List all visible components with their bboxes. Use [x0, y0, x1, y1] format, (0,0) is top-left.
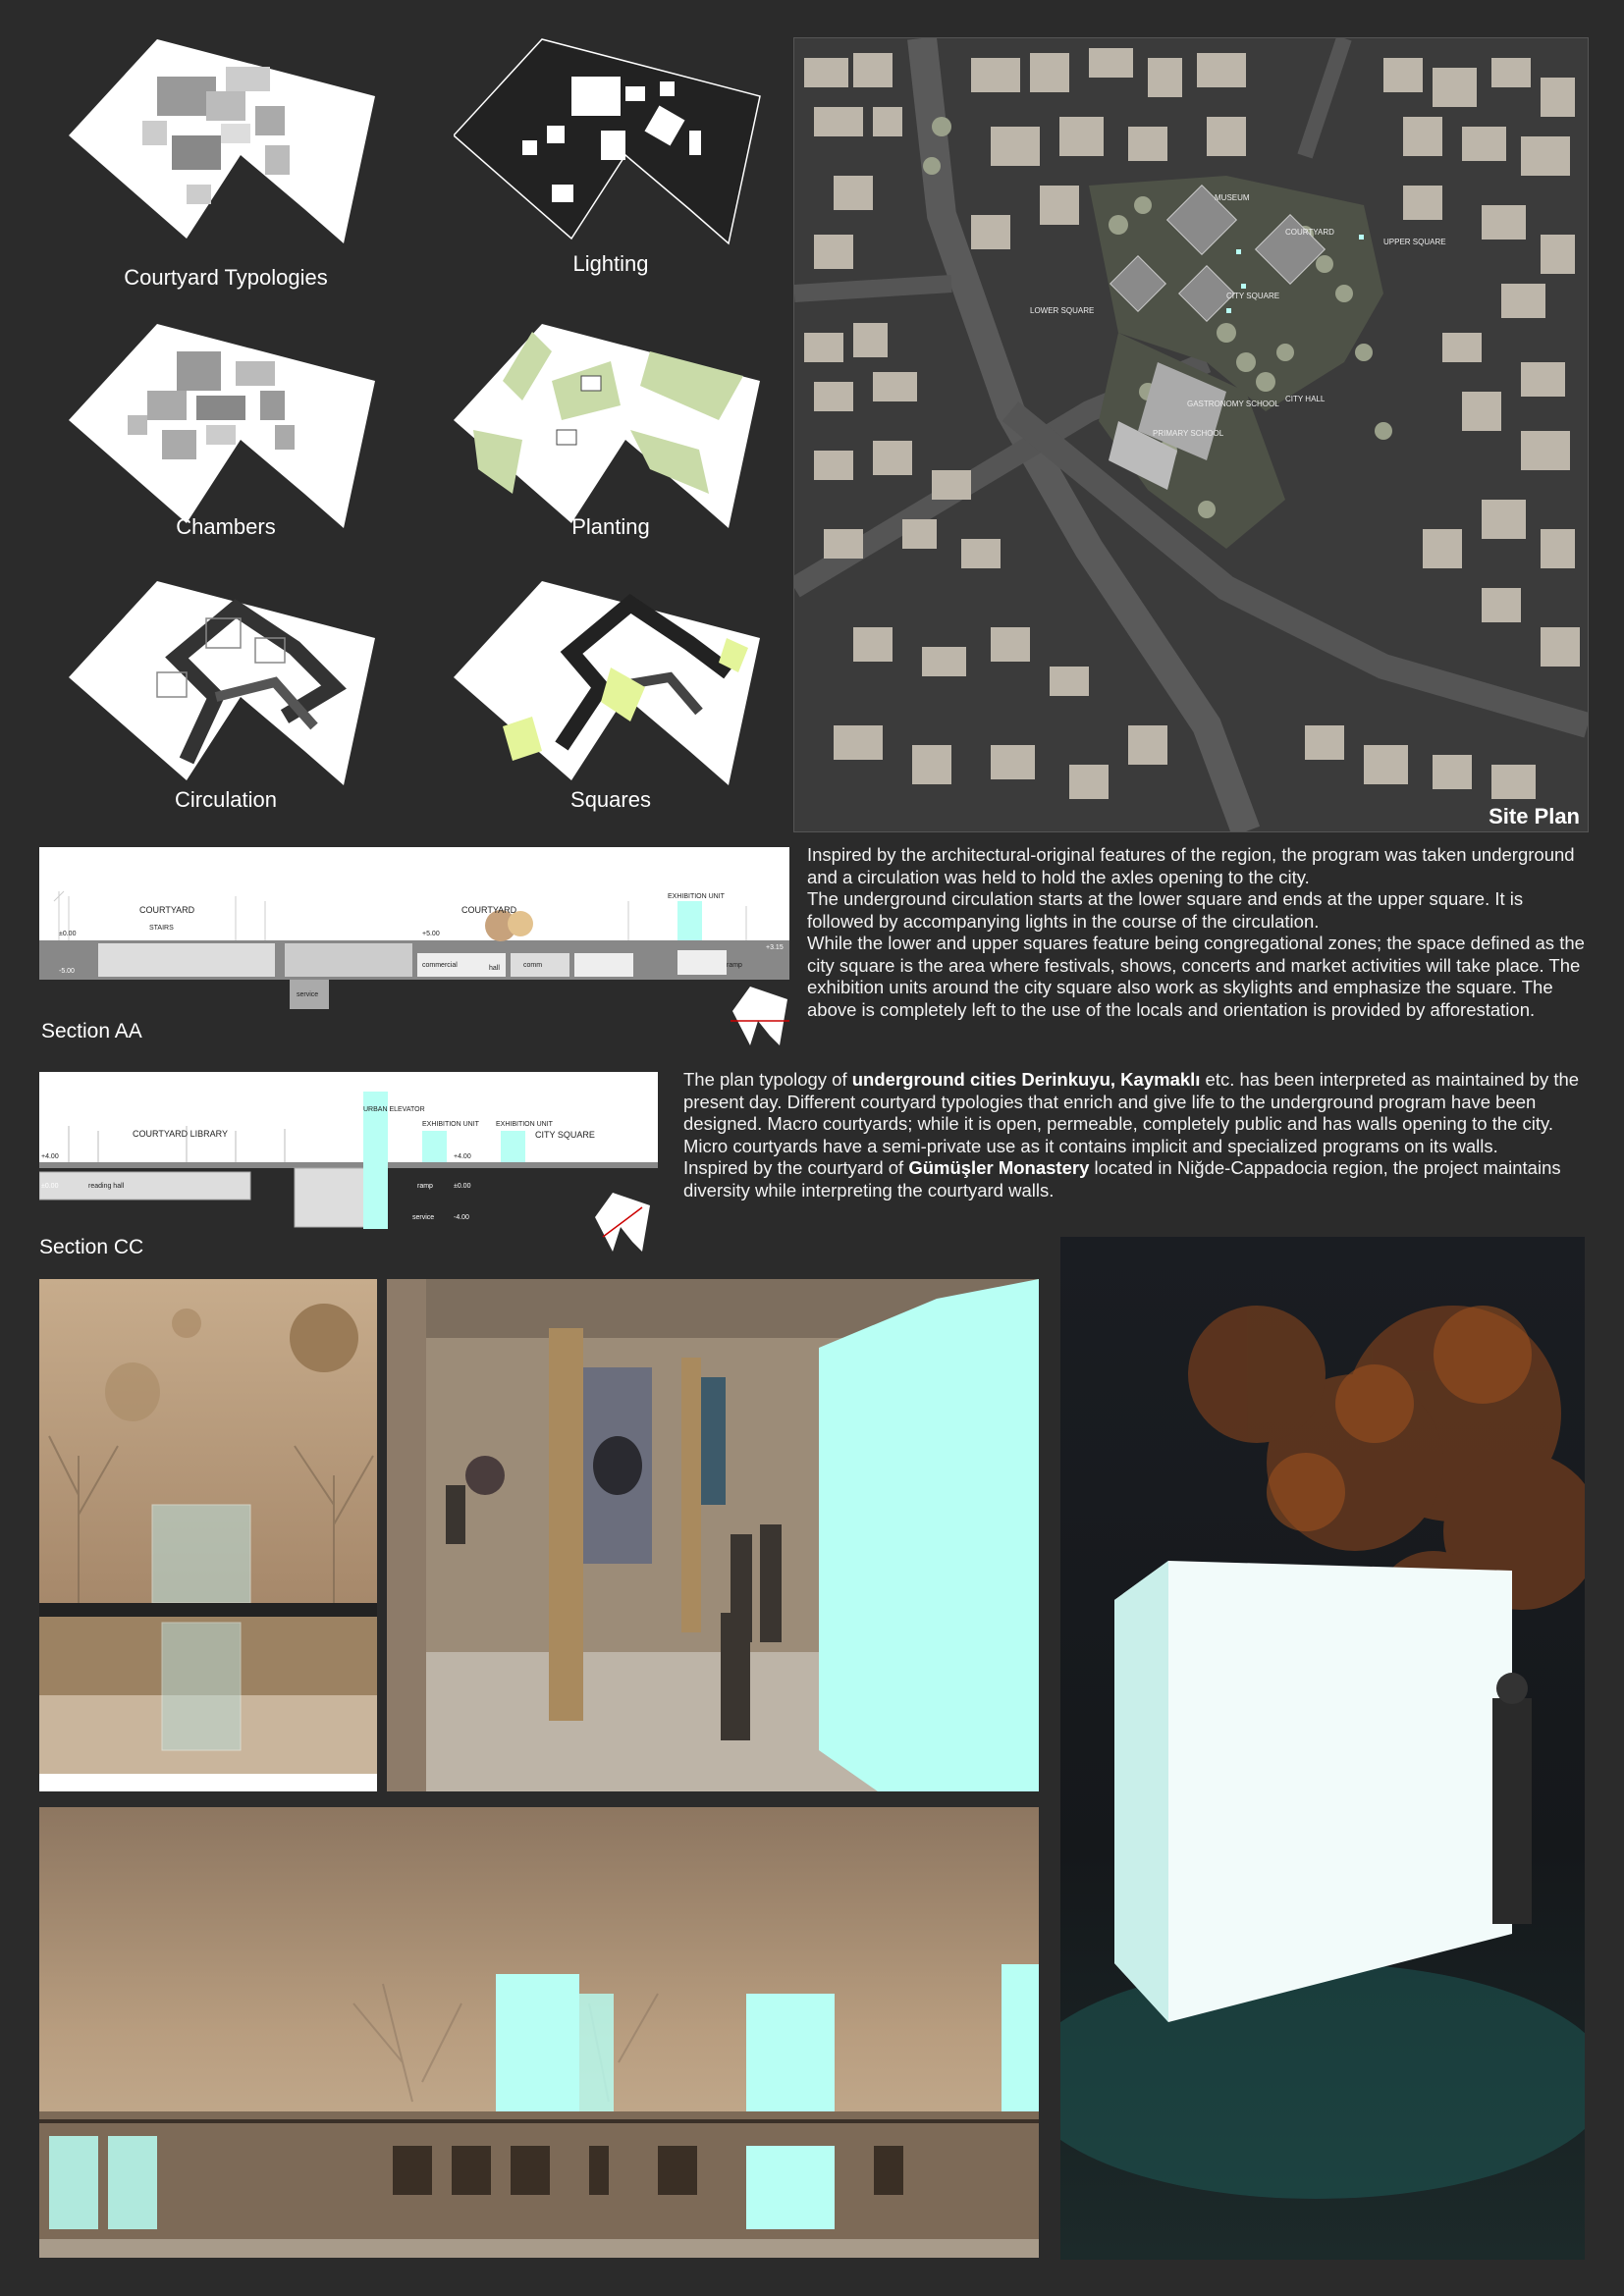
- diagram-label: Squares: [570, 787, 651, 812]
- section-cc-label-ramp: ramp: [417, 1183, 433, 1190]
- section-aa-level-3: +3.15: [766, 944, 784, 951]
- section-aa-label-exhibition: EXHIBITION UNIT: [668, 893, 725, 900]
- description-text-1: [807, 844, 1593, 1021]
- courtyard-typologies-diagram: [69, 37, 383, 302]
- planting-diagram: [454, 322, 768, 558]
- section-cc-title: Section CC: [39, 1236, 144, 1258]
- site-label-upper-square: UPPER SQUARE: [1383, 238, 1446, 246]
- site-label-city-square: CITY SQUARE: [1226, 292, 1280, 300]
- section-aa-level-2: +5.00: [422, 931, 440, 937]
- squares-diagram: [454, 579, 768, 825]
- section-cc-label-city-square: CITY SQUARE: [535, 1130, 595, 1140]
- section-aa-drawing: [39, 847, 789, 1019]
- site-label-museum: MUSEUM: [1215, 193, 1250, 202]
- section-aa-label-courtyard-left: COURTYARD: [139, 905, 195, 915]
- section-aa-label-comm: comm: [523, 962, 543, 969]
- description-paragraph: The plan typology of underground cities Derinkuyu, Kaymaklı etc. has been interpreted as maintained by the present day. Different courtyard typologies that enrich and give life to the underground program have been designed. Macro courtyards; while it is open, permeable, completely public and has walls opening to the city.: [683, 1069, 1580, 1134]
- site-label-city-hall: CITY HALL: [1285, 395, 1326, 403]
- description-paragraph: Micro courtyards have a semi-private use as it contains implicit and specialized programs on its walls.: [683, 1135, 1498, 1156]
- render-night-cube: [1060, 1237, 1585, 2260]
- diagram-label: Chambers: [176, 514, 276, 539]
- section-aa-title: Section AA: [41, 1020, 142, 1042]
- section-aa-label-stairs: STAIRS: [149, 925, 174, 932]
- section-aa-level-0: ±0.00: [59, 931, 77, 937]
- diagram-label: Circulation: [175, 787, 277, 812]
- site-label-courtyard: COURTYARD: [1285, 228, 1334, 237]
- section-aa-label-courtyard-mid: COURTYARD: [461, 905, 517, 915]
- section-aa-key-plan: [731, 982, 789, 1052]
- section-aa-label-service: service: [297, 991, 319, 998]
- section-cc-label-courtyard: COURTYARD LIBRARY: [133, 1129, 229, 1139]
- description-paragraph: The underground circulation starts at the lower square and ends at the upper square. It is followed by accompanying lights in the course of the circulation.: [807, 888, 1524, 932]
- chambers-diagram: [69, 322, 383, 558]
- description-paragraph: While the lower and upper squares feature being congregational zones; the space defined as the city square is the area where festivals, shows, concerts and market activities will take place. The exhibition units around the city square also work as skylights and emphasize the square. The above is completely left to the use of the locals and orientation is provided by afforestation.: [807, 933, 1585, 1020]
- description-paragraph: Inspired by the courtyard of Gümüşler Monastery located in Niğde-Cappadocia region, the project maintains diversity while interpreting the courtyard walls.: [683, 1157, 1561, 1201]
- section-cc-level-3: ±0.00: [454, 1183, 471, 1190]
- section-cc-label-service: service: [412, 1214, 435, 1221]
- diagram-label: Courtyard Typologies: [124, 265, 328, 290]
- site-plan-title: Site Plan: [1489, 804, 1580, 828]
- section-cc-level-4: -4.00: [454, 1214, 469, 1221]
- section-cc-label-exhibition-2: EXHIBITION UNIT: [496, 1121, 553, 1128]
- section-cc-label-exhibition-1: EXHIBITION UNIT: [422, 1121, 479, 1128]
- lighting-diagram: [454, 37, 768, 283]
- section-cc-level-1: ±0.00: [41, 1183, 59, 1190]
- diagram-label: Planting: [571, 514, 650, 539]
- site-label-lower-square: LOWER SQUARE: [1030, 306, 1095, 315]
- description-paragraph: Inspired by the architectural-original features of the region, the program was taken underground and a circulation was held to hold the axles opening to the city.: [807, 844, 1575, 887]
- diagram-label: Lighting: [572, 251, 649, 276]
- site-label-primary: PRIMARY SCHOOL: [1153, 429, 1224, 438]
- render-courtyard: [39, 1807, 1039, 2258]
- section-cc-key-plan: [593, 1188, 652, 1258]
- section-aa-label-commercial: commercial: [422, 962, 458, 969]
- render-gallery: [387, 1279, 1039, 1791]
- section-cc-drawing: [39, 1072, 658, 1234]
- site-plan: [793, 37, 1589, 832]
- section-cc-level-2: +4.00: [454, 1153, 471, 1160]
- section-cc-label-reading: reading hall: [88, 1183, 125, 1190]
- section-aa-level-1: -5.00: [59, 968, 75, 975]
- site-label-gastronomy: GASTRONOMY SCHOOL: [1187, 400, 1279, 408]
- section-cc-label-elevator: URBAN ELEVATOR: [363, 1106, 425, 1113]
- section-aa-label-hall: hall: [489, 965, 500, 972]
- render-elevator: [39, 1279, 377, 1791]
- section-aa-label-ramp: ramp: [727, 962, 742, 969]
- description-text-2: [683, 1069, 1593, 1201]
- circulation-diagram: [69, 579, 383, 825]
- section-cc-level-0: +4.00: [41, 1153, 59, 1160]
